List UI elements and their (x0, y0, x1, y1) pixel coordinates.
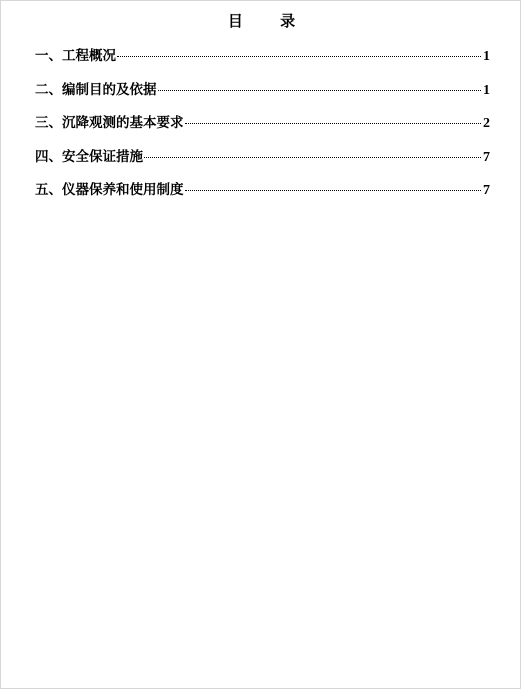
toc-entry[interactable] (35, 44, 490, 78)
toc-entry-label: 三、沉降观测的基本要求 (35, 115, 184, 131)
toc-page-number: 7 (483, 149, 490, 165)
dot-leader (158, 90, 482, 91)
toc-entry-label: 二、编制目的及依据 (35, 81, 157, 98)
toc-page-number: 1 (483, 82, 490, 98)
toc-entry[interactable] (35, 145, 490, 179)
toc-entry-label: 一、工程概况 (35, 48, 116, 64)
toc-page-number: 2 (483, 116, 490, 131)
toc-entry[interactable] (35, 78, 490, 112)
toc-entry[interactable] (35, 111, 490, 145)
dot-leader (144, 157, 481, 158)
toc-title: 目 录 (227, 12, 312, 30)
dot-leader (117, 56, 481, 57)
toc-page-number: 1 (483, 49, 490, 64)
toc-entry[interactable] (35, 178, 490, 212)
toc-entry-label: 四、安全保证措施 (35, 148, 143, 165)
dot-leader (185, 190, 482, 191)
toc-page-number: 7 (483, 183, 490, 198)
toc-entry-label: 五、仪器保养和使用制度 (35, 182, 184, 198)
table-of-contents (35, 44, 490, 212)
dot-leader (185, 123, 482, 124)
